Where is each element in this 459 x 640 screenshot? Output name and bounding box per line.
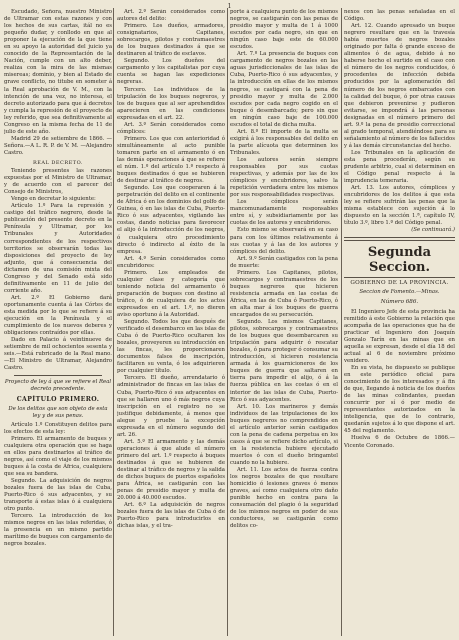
paragraph: Art. 8.º El importe de la multa se exigirá á los responsables del delito en la parte alícuota que determinen los Tribunales. [230,128,338,156]
column-divider [227,8,228,636]
paragraph: Art. 3.º Serán considerados como cómplices: [117,121,225,135]
paragraph: Esto mismo se observará en su caso para con los últimos relativamente á sus cuotas y á las de los autores y cómplices del delito. [230,227,338,255]
paragraph: Primero. El armamento de buques y cualquiera otra operación que se haga en ellos para destinarlos al tráfico de negros, así como el viaje de los mismos buques á la costa de África, cualquiera que sea su bandera. [4,435,112,477]
paragraph: Art. 11. Los actos de fuerza contra los negros bozales de que resultare homicidio ó lesiones graves ó menos graves, así como cualquiera otro daño punible hecho en contra para la consumación del plagio ó la seguridad de los mismos negros en poder de sus conductores, se castigarán como delitos co- [230,467,338,530]
paragraph: Los cómplices serán mancomunadamente responsables entre sí, y subsidiariamente por las cuotas de los autores y encubridores. [230,199,338,227]
paragraph: Art. 7.º La presencia de buques con cargamento de negros bozales en las aguas jurisdiccionales de las islas de Cuba, Puerto-Rico ó sus adyacentes, y la introducción en ellas de los mismos negros, se castigará con la pena de presidio mayor y multa de 2.000 escudos por cada negro cogido en el buque ó desembarcado; pero sin que en ningún caso baje de 100.000 escudos el total de dicha multa. [230,51,338,128]
divider [14,375,102,376]
paragraph: Tercero. El dueño, arrendatario ó administrador de fincas en las islas de Cuba, Puerto-Rico ó sus adyacentes en que se hallaren uno ó más negros cuya inscripción en el registro no se justifique debidamente, á menos que alegue y pruebe la excepción expresada en el número segundo del art. 26. [117,375,225,438]
paragraph: Dado en Palacio á veintinueve de setiembre de mil ochocientos sesenta y seis.—Está rubricado de la Real mano.—El Ministro de Ultramar, Alejandro Castro. [4,337,112,372]
paragraph: Primero. Los Capitanes, pilotos, sobrecargos y contramaestres de los buques negreros que hicieren resistencia armada en las costas de África, en las de Cuba ó Puerto-Rico, ó en alta mar á los buques de guerra encargados de su persecución. [230,269,338,319]
paragraph: Art. 4.º Serán considerados como encubridores: [117,255,225,269]
paragraph: En su vista, he dispuesto se publique en este periódico oficial para conocimiento de los interesados y á fin de que, llegando á noticia de los dueños de las minas colindantes, puedan concurrir por sí ó por medio de representantes autorizados en la inteligencia, que de lo contrario, quedarán sujetos á lo que dispone el art. 45 del reglamento. [344,365,455,435]
paragraph: Segundo. Los que cooperaren á la perpetración del delito en el continente de África ó en los dominios del golfo de Guinea, ó en las islas de Cuba, Puerto-Rico ó sus adyacentes, vigilando las costas, dando noticias para favorecer el alijo ó la introducción de los negros, ó cualquiera otro procedimiento directo ó indirecto al éxito de la empresa. [117,185,225,255]
paragraph: nexos con las penas señaladas en el Código. [344,9,455,23]
paragraph: Art. 12. Cuando apresado un buque negrero resultare que en la travesía había muertos de negros bozales originado por falta ó grande exceso de alimentos ó de agua, debido á no haberse hecho el surtido en el caso con el número de los negros conducidos, ó procedentes de infección debida producidos por la aglomeración del número de los negros embarcados con la calidad del buque, ó por otras causas que debieron prevenirse y pudieron evitarse, se impondrá á las personas designadas en el número primero del art. 9.º la pena de presidio correccional al grado temporal, atendiéndose para su señalamiento al número de los fallecidos y á las demás circunstancias del hecho. [344,23,455,149]
paragraph: Art. 2.º Serán considerados como autores del delito: [117,9,225,23]
paragraph: Segundo. Los mismos Capitanes, pilotos, sobrecargos y contramaestres de los buques que desembarcaren su tripulación para adquirir ó rescatar bozales, ó para proteger ó consumar su introducción, si hicieren resistencia armada á los guarnicioneros de los buques de guerra que saltaren en tierra para impedir el alijo, ó á la fuerza pública en las costas ó en el interior de las islas de Cuba, Puerto-Rico ó sus adyacentes. [230,319,338,403]
section-subtitle: GOBIERNO DE LA PROVINCIA. [350,279,449,286]
section-heading: REAL DECRETO. [32,159,84,166]
subheading: Proyecto de ley á que se refiere el Real decreto precedente. [4,379,112,393]
paragraph: Art. 2.º El Gobierno dará oportunamente cuenta á las Córtes de esta medida por lo que se refiere á su ejecución en la Península y el cumplimiento de los nuevos deberes y obligaciones contraídos por ellas. [4,294,112,337]
section-title: Segunda Seccion. [367,244,432,275]
divider [344,240,455,241]
signature-line: Huelva 6 de Octubre de 1866.—Vicente Coronado. [344,435,455,449]
paragraph: Tercero. La introducción de los mismos negros en las islas referidas, ó la presencia en un mismo partido marítimo de buques con cargamento de negros bozales. [4,513,112,548]
paragraph: Teniendo presentes las razones expuestas por el Ministro de Ultramar, y de acuerdo con el parecer del Consejo de Ministros, [4,168,112,196]
page-number: 1 [227,3,232,10]
paragraph: Art. 10. Los marineros y demás individuos de las tripulaciones de los buques negreros no comprendidos en el artículo anterior serán castigados con la pena de cadena perpetua en los casos á que se refiere dicho artículo, si en la resistencia hubiere ejecutado muertos ó con el dueño bringamtel cuando no la hubiere. [230,403,338,466]
paragraph: El Ingeniero Jefe de esta provincia ha remitido á este Gobierno la relación que acompaña de las operaciones que ha de practicar el Ingeniero don Joaquín Gonzalo Tarín en las minas que en aquella se expresan, desde el día 18 del actual al 6 de noviembre próximo venidero. [344,308,455,364]
paragraph: Segundo. Los dueños del cargamento y los capitalistas por cuya cuenta se hagan las expediciones negreras. [117,58,225,86]
paragraph: Los autores serán siempre responsables por sus cuotas respectivas, y además por las de los cómplices y encubridores, salvo la repetición verdadera entre los mismos por sus responsabilidades respectivas. [230,156,338,199]
paragraph: Segundo. La adquisición de negros bozales fuera de las islas de Cuba, Puerto-Rico ó sus adyacentes, y su transporte á estas islas ó á cualquiera otro punto. [4,478,112,513]
paragraph: Primero. Los que con anterioridad ó simultáneamente al acto punible tomaren parte en el armamento ó en las demás operaciones á que se refiere el núm. 1.º del artículo 1.º respecto á buques destinados ó que se hubieren de destinar al tráfico de negros. [117,135,225,185]
column-3 [230,9,338,637]
column-4 [344,9,455,637]
column-2 [117,9,225,637]
paragraph: Vengo en decretar lo siguiente: [11,196,96,203]
document-number: Número 686. [380,298,419,305]
divider [344,277,455,278]
paragraph: Art. 5.º El armamento y las demás operaciones á que alude el número primero del art. 1.º respecto á buques destinados á que se hubieren de destinar al tráfico de negros y la salida de dichos buques de puertos españoles para África, se castigarán con las penas de presidio mayor y multa de 20.000 á 40.000 escudos. [117,438,225,502]
paragraph: porte á cualquiera punto de los mismos negros, se castigarán con las penas de presidio mayor y multa de 1 á 1000 escudos por cada negro, sin que en ningún caso baje este de 60.000 escudos. [230,9,338,51]
paragraph: Segundo. Todos los que después de verificado el desembarco en las islas de Cuba ó de Puerto-Rico ocultaren los bozales, proveyeren su introducción en las fincas, les proporcionaren documentos falsos de inscripción, facilitaren su venta, ó los adquirieren por cualquier título. [117,319,225,375]
paragraph: Art. 6.º La adquisición de negros bozales fuera de las islas de Cuba ó de Puerto-Rico para introducirlos en dichas islas, y el tra- [117,502,225,530]
paragraph: Escudado, Señora, nuestro Ministro de Ultramar con estas razones y con los hechos de sus cartas, itál no es pequeño dudar, y conllodo en que al proponer la ejecución de la que tiene en su apoyo la autoridad del juicio ya conocido de la Representación de la Nación, cumple con un alto deber, realiza con la mira de las mismas misereas; dominio, y bien al Estado de grave conflicto, no titube en someter á la Real aprobación de V. M., con la intención de una vez, no interesa, el decreto autorizado para que á decretos y cumpla la represión de el proyecto de ley referido, que sea definitivamente al Congreso en la misma fecha de 11 de julio de este año. [4,9,112,135]
paragraph: Madrid 29 de setiembre de 1866. —Señora.—A L. R. P. de V. M. —Alejandro Castro. [4,135,112,156]
paragraph: Artículo 1.º Constituyen delitos para los efectos de esta ley: [4,421,112,435]
paragraph: Tercero. Los individuos de la tripulación de los buques negreros, y los de buques que al ser aprehendidos aparecieren en las condiciones expresadas en el art. 22. [117,86,225,121]
continuation-note: (Se continuará.) [411,227,455,234]
column-1 [4,9,112,637]
paragraph: Art. 9.º Serán castigados con la pena de muerte: [230,255,338,269]
paragraph: Primero. Los dueños, armadores, consignatarios, Capitanes, sobrecargos, pilotos y contramaestres de los buques destinados á que se destinaren al tráfico de esclavos. [117,23,225,58]
paragraph: Artículo 1.º Para la represión y castigo del tráfico negrero, desde la publicación del presente decreto en la Península y Ultramar, por los Tribunales y Autoridades correspondientes de los respectivos territorios se observarán todas las disposiciones del proyecto de ley adjunto, que á consecuencia del dictamen de una comisión mixta del Congreso y del Senado está sido definitivamente en 11 de julio del corriente año. [4,203,112,294]
divider [344,237,455,238]
department-line: Seccion de Fomento.—Minas. [359,288,440,295]
column-divider [341,8,342,636]
column-divider [113,8,114,636]
paragraph: Los Tribunales en la aplicación de esta pena procederán, según su prudente arbitrio, cual si determinen en el Código penal respecto á la imprudencia temeraria. [344,149,455,185]
paragraph: Primero. Los empleados de cualquier clase y categoría que teniendo noticia del armamento ó preparación de buques con destino al tráfico, ó de cualquiera de los actos expresados en el art. 1.º, no dieren aviso oportuno á la Autoridad. [117,269,225,319]
subheading: De los delitos que son objeto de esta ley y de sus penas. [8,405,108,419]
paragraph: Art. 13. Los autores, cómplices y encubridores de los delitos á que esta ley se refiere sufrirán las penas que la misma establece con sujeción á lo dispuesto en la sección 1.ª, capítulo IV, título 3.º, libro 1.º del Código penal. [344,185,455,227]
chapter-title: CAPÍTULO PRIMERO. [16,396,100,404]
